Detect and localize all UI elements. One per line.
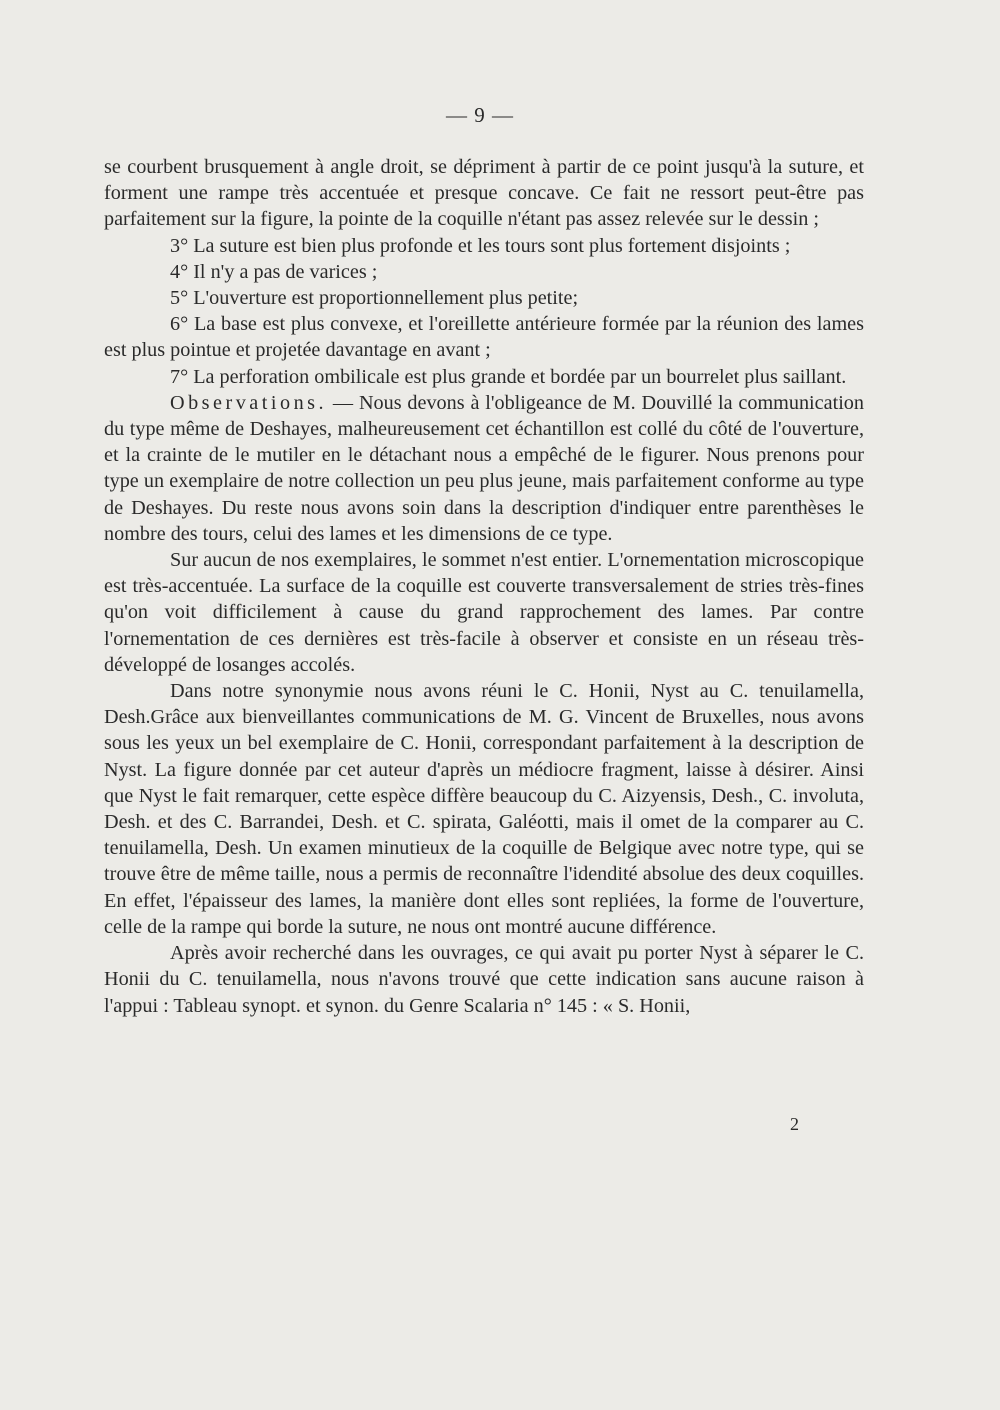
paragraph-item-6: 6° La base est plus convexe, et l'oreillette antérieure formée par la réunion des lames est plus pointue et projetée davantage en avant ; — [104, 313, 864, 362]
paragraph-item-5: 5° L'ouverture est proportionnellement plus petite; — [170, 287, 579, 310]
paragraph-item-7: 7° La perforation ombilicale est plus grande et bordée par un bourrelet plus saillant. — [170, 365, 847, 388]
body-text — [104, 154, 864, 1019]
paragraph-research: Après avoir recherché dans les ouvrages, ce qui avait pu porter Nyst à séparer le C. Honii du C. tenuilamella, nous n'avons trouvé que cette indication sans aucune raison à l'appui : Tableau synopt. et synon. du Genre Scalaria n° 145 : « S. Honii, — [104, 942, 864, 1017]
signature-mark: 2 — [790, 1114, 799, 1134]
paragraph-item-4: 4° Il n'y a pas de varices ; — [170, 260, 378, 283]
paragraph-continuation: se courbent brusquement à angle droit, se dépriment à partir de ce point jusqu'à la suture, et forment une rampe très accentuée et presque concave. Ce fait ne ressort peut-être pas parfaitement sur la figure, la pointe de la coquille n'étant pas assez relevée sur le dessin ; — [104, 156, 864, 231]
observations-heading: Observations. — [170, 391, 328, 414]
paragraph-ornamentation: Sur aucun de nos exemplaires, le sommet n'est entier. L'ornementation microscopique est très-accentuée. La surface de la coquille est couverte transversalement de stries très-fines qu'on voit difficilement à cause du grand rapprochement des lames. Par contre l'ornementation de ces dernières est très-facile à observer et consiste en un réseau très-développé de losanges accolés. — [104, 549, 864, 676]
paragraph-item-3: 3° La suture est bien plus profonde et les tours sont plus fortement disjoints ; — [170, 234, 791, 257]
observations-text: — Nous devons à l'obligeance de M. Douvillé la communication du type même de Deshayes, malheureusement cet échantillon est collé du côté de l'ouverture, et la crainte de le mutiler en le détachant nous a empêché de le figurer. Nous prenons pour type un exemplaire de notre collection un peu plus jeune, mais parfaitement conforme au type de Deshayes. Du reste nous avons soin dans la description d'indiquer entre parenthèses le nombre des tours, celui des lames et les dimensions de ce type. — [104, 391, 864, 545]
paragraph-observations — [104, 390, 864, 547]
paragraph-synonymy: Dans notre synonymie nous avons réuni le C. Honii, Nyst au C. tenuilamella, Desh.Grâce aux bienveillantes communications de M. G. Vincent de Bruxelles, nous avons sous les yeux un bel exemplaire de C. Honii, correspondant parfaitement à la description de Nyst. La figure donnée par cet auteur d'après un médiocre fragment, laisse à désirer. Ainsi que Nyst le fait remarquer, cette espèce diffère beaucoup du C. Aizyensis, Desh., C. involuta, Desh. et des C. Barrandei, Desh. et C. spirata, Galéotti, mais il omet de la comparer au C. tenuilamella, Desh. Un examen minutieux de la coquille de Belgique avec notre type, qui se trouve être de même taille, nous a permis de reconnaître l'idendité absolue des deux coquilles. En effet, l'épaisseur des lames, la manière dont elles sont repliées, la forme de l'ouverture, celle de la rampe qui borde la suture, ne nous ont montré aucune différence. — [104, 680, 864, 938]
page-number: — 9 — — [446, 103, 514, 127]
